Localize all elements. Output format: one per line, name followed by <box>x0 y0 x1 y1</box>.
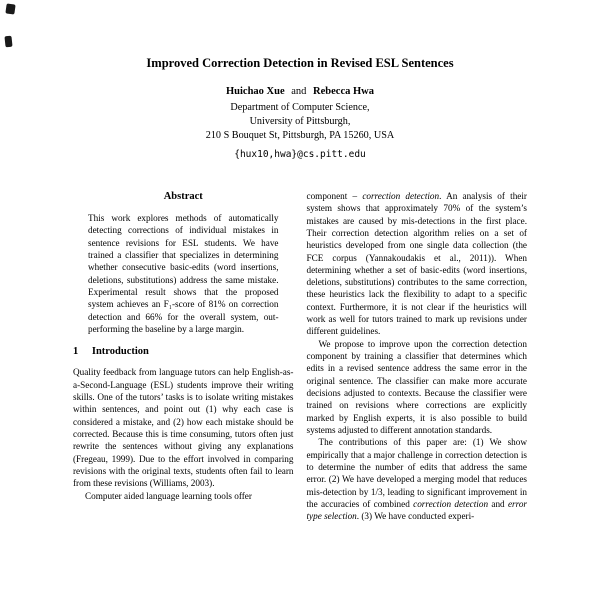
author-line <box>0 86 600 97</box>
paper-header <box>0 0 600 160</box>
author-name: Rebecca Hwa <box>313 85 374 97</box>
paragraph <box>307 190 528 338</box>
italic-term: error type selection <box>306 499 528 522</box>
paragraph-text: . (3) We have conducted experi- <box>356 511 475 522</box>
paragraph <box>307 436 528 522</box>
paragraph-text: The contributions of this paper are: (1) We show empirically that a major challenge in correction detection is to determine the number of edits that address the same error. (2) We have developed a merging model that reduces mis-detection by 1/3, leading to significant improvement in the accuracies of combined <box>306 437 527 510</box>
paragraph-text: and <box>488 499 508 510</box>
paper-title: Improved Correction Detection in Revised ESL Sentences <box>146 56 454 70</box>
affiliation-line: 210 S Bouquet St, Pittsburgh, PA 15260, USA <box>205 129 395 141</box>
paragraph-text: . An analysis of their system shows that approximately 70% of the system’s mistakes are caused by mis-detections in the first place. Their correction detection algorithm relies on a set of heuristics developed from one single data collection (the FCE corpus (Yannakoudakis et al., 2011)). When determining whether a set of basic-edits (word insertions, deletions, substitutions) contributes to the same correction, these heuristics lack the flexibility to adapt to a specific context. Furthermore, it is not clear if the heuristics will work as well for tutors trained to mark up revisions under different guidelines. <box>306 190 527 337</box>
paragraph: We propose to improve upon the correction detection component by training a classifier that determines which edits in a revised sentence address the same error in the original sentence. The classifier can make more accurate decisions adjusted to contexts. Because the classifier were trained on revisions where corrections are explicitly marked by English experts, it is also possible to build systems adjusted to different annotation standards. <box>306 338 527 436</box>
affiliation-line: University of Pittsburgh, <box>249 115 351 127</box>
italic-term: correction detection <box>413 499 489 510</box>
abstract-text: This work explores methods of automatically detecting corrections of individual mistakes in sentence revisions for ESL students. We have trained a classifier that specializes in determining whether consecutive basic-edits (word insertions, deletions, substitutions) address the same mistake. Experimental result shows that the proposed system achieves an F₁-score of 81% on correction detection and 66% for the overall system, out-performing the baseline by a large margin. <box>88 212 279 334</box>
paragraph: Computer aided language learning tools offer <box>85 490 252 501</box>
right-column <box>307 190 528 523</box>
abstract-heading: Abstract <box>163 190 203 202</box>
section-number: 1 <box>73 346 79 358</box>
scan-artifact-icon <box>5 3 15 14</box>
italic-term: correction detection <box>362 190 440 201</box>
section-title: Introduction <box>91 346 149 358</box>
author-separator: and <box>291 85 307 97</box>
paragraph: Quality feedback from language tutors can help English-as-a-Second-Language (ESL) students improve their writing skills. One of the tutors’ tasks is to isolate writing mistakes within sentences, and point out (1) why each case is considered a mistake, and (2) how each mistake should be corrected. Because this is time consuming, tutors often just rewrite the sentences without giving any explanations (Fregeau, 1999). Due to the effort involved in comparing revisions with the original texts, students often fail to learn from these revisions (Williams, 2003). <box>73 367 294 489</box>
affiliation-line: Department of Computer Science, <box>230 101 370 113</box>
author-name: Huichao Xue <box>225 85 285 97</box>
scan-artifact-icon <box>4 36 12 48</box>
left-column <box>73 190 294 523</box>
affiliation-block <box>0 101 600 143</box>
two-column-body <box>0 160 600 523</box>
paragraph-text: component – <box>306 190 363 201</box>
email-line: {hux10,hwa}@cs.pitt.edu <box>234 148 366 160</box>
section-heading-introduction <box>73 345 294 359</box>
